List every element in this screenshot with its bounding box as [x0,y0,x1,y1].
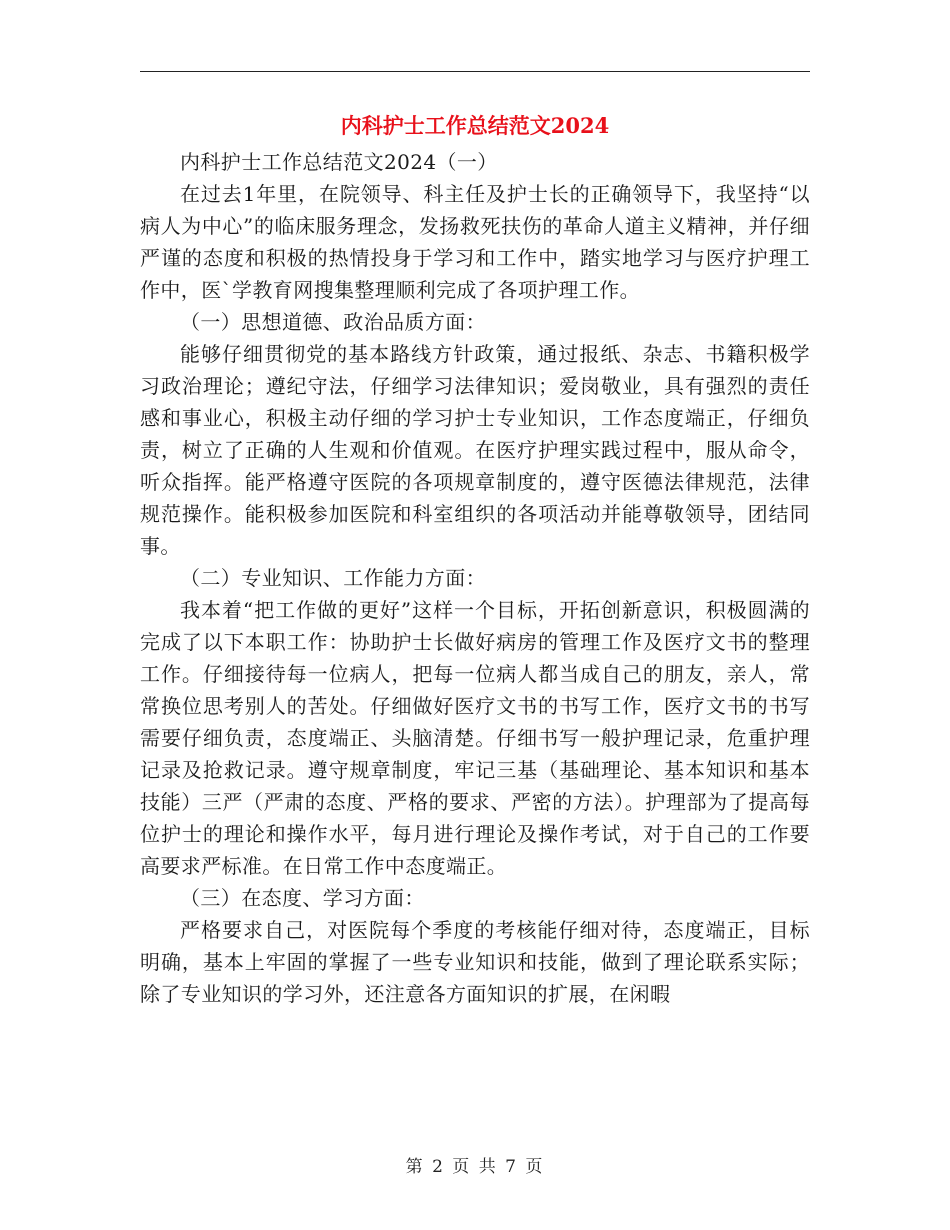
body-paragraph: 严格要求自己，对医院每个季度的考核能仔细对待，态度端正，目标明确，基本上牢固的掌握了一些专业知识和技能，做到了理论联系实际；除了专业知识的学习外，还注意各方面知识的扩展，在闲暇 [140,918,810,1006]
body-paragraph: 我本着“把工作做的更好”这样一个目标，开拓创新意识，积极圆满的完成了以下本职工作：协助护士长做好病房的管理工作及医疗文书的整理工作。仔细接待每一位病人，把每一位病人都当成自己的朋友，亲人，常常换位思考别人的苦处。仔细做好医疗文书的书写工作，医疗文书的书写需要仔细负责，态度端正、头脑清楚。仔细书写一般护理记录，危重护理记录及抢救记录。遵守规章制度，牢记三基（基础理论、基本知识和基本技能）三严（严肃的态度、严格的要求、严密的方法）。护理部为了提高每位护士的理论和操作水平，每月进行理论及操作考试，对于自己的工作要高要求严标准。在日常工作中态度端正。 [140,598,810,878]
header-rule [140,71,810,72]
document-body [140,146,810,1010]
document-title: 内科护士工作总结范文2024 [340,113,610,138]
subsection-heading: （三）在态度、学习方面： [180,886,425,910]
page-number-footer: 第 2 页 共 7 页 [405,1157,545,1177]
subsection-heading: （一）思想道德、政治品质方面： [180,310,486,334]
section-heading: 内科护士工作总结范文2024（一） [180,150,498,174]
subsection-heading: （二）专业知识、工作能力方面： [180,566,486,590]
body-paragraph: 能够仔细贯彻党的基本路线方针政策，通过报纸、杂志、书籍积极学习政治理论；遵纪守法，仔细学习法律知识；爱岗敬业，具有强烈的责任感和事业心，积极主动仔细的学习护士专业知识，工作态度端正，仔细负责，树立了正确的人生观和价值观。在医疗护理实践过程中，服从命令，听众指挥。能严格遵守医院的各项规章制度的，遵守医德法律规范，法律规范操作。能积极参加医院和科室组织的各项活动并能尊敬领导，团结同事。 [140,342,810,558]
body-paragraph: 在过去1年里，在院领导、科主任及护士长的正确领导下，我坚持“以病人为中心”的临床服务理念，发扬救死扶伤的革命人道主义精神，并仔细严谨的态度和积极的热情投身于学习和工作中，踏实地学习与医疗护理工作中，医`学教育网搜集整理顺利完成了各项护理工作。 [140,182,810,302]
